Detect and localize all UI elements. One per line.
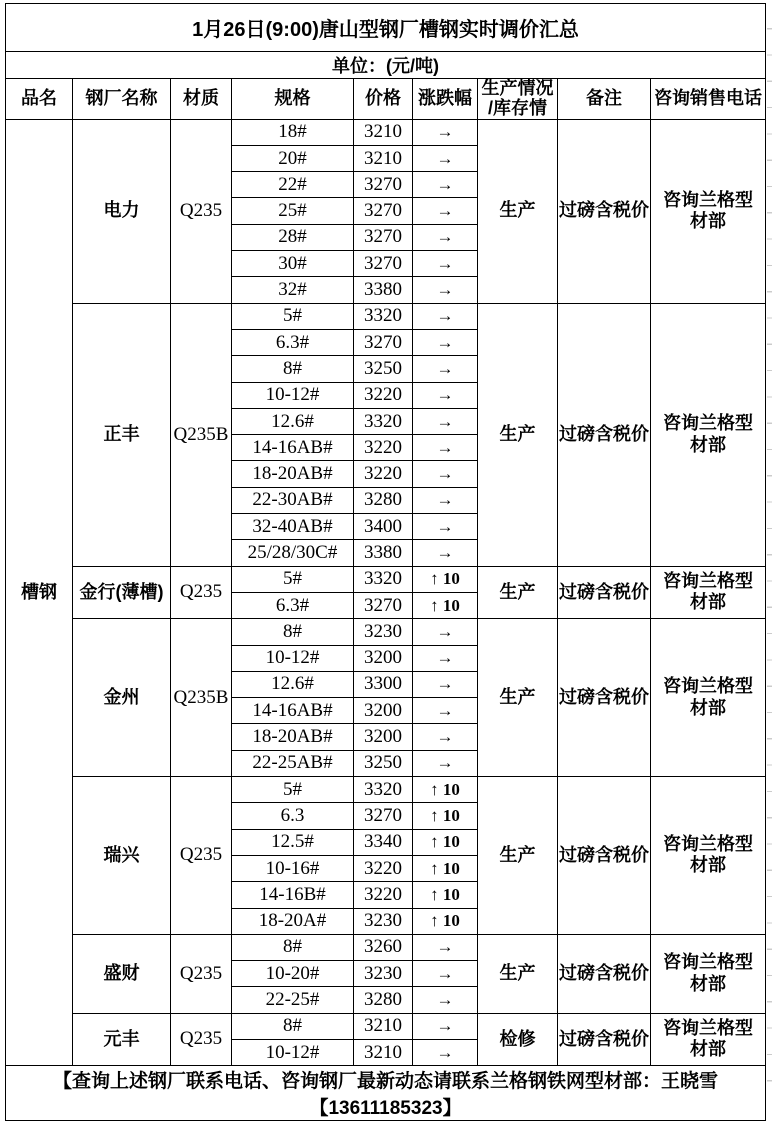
flat-arrow-cell: →	[413, 514, 478, 540]
price-cell: 3320	[354, 408, 413, 434]
sales-phone-cell: 咨询兰格型材部	[651, 1013, 766, 1066]
price-cell: 3200	[354, 698, 413, 724]
flat-arrow-cell: →	[413, 277, 478, 303]
column-header-4: 规格	[232, 79, 354, 120]
price-cell: 3300	[354, 671, 413, 697]
factory-name-cell: 正丰	[73, 303, 171, 566]
production-status-cell: 生产	[478, 777, 558, 935]
factory-name-cell: 金州	[73, 619, 171, 777]
factory-name-cell: 盛财	[73, 934, 171, 1013]
flat-arrow-cell: →	[413, 408, 478, 434]
flat-arrow-cell: →	[413, 619, 478, 645]
flat-arrow-cell: →	[413, 382, 478, 408]
spec-cell: 14-16B#	[232, 882, 354, 908]
material-cell: Q235	[171, 1013, 232, 1066]
price-cell: 3340	[354, 829, 413, 855]
price-cell: 3220	[354, 382, 413, 408]
contact-footer: 【查询上述钢厂联系电话、咨询钢厂最新动态请联系兰格钢铁网型材部：王晓雪【13611185323】	[6, 1066, 766, 1121]
price-cell: 3380	[354, 540, 413, 566]
price-cell: 3220	[354, 855, 413, 881]
flat-arrow-cell: →	[413, 645, 478, 671]
page-title: 1月26日(9:00)唐山型钢厂槽钢实时调价汇总	[6, 4, 766, 52]
spec-cell: 14-16AB#	[232, 698, 354, 724]
price-cell: 3260	[354, 934, 413, 960]
spec-cell: 18#	[232, 119, 354, 145]
title-row	[6, 4, 766, 52]
spec-cell: 20#	[232, 145, 354, 171]
spec-cell: 22-30AB#	[232, 487, 354, 513]
table-row	[6, 303, 766, 329]
table-row	[6, 619, 766, 645]
column-header-2: 钢厂名称	[73, 79, 171, 120]
column-header-6: 涨跌幅	[413, 79, 478, 120]
column-header-1: 品名	[6, 79, 73, 120]
material-cell: Q235B	[171, 303, 232, 566]
column-header-7: 生产情况 /库存情	[478, 79, 558, 120]
flat-arrow-cell: →	[413, 540, 478, 566]
sales-phone-cell: 咨询兰格型材部	[651, 303, 766, 566]
spec-cell: 6.3#	[232, 329, 354, 355]
spec-cell: 8#	[232, 619, 354, 645]
spec-cell: 22#	[232, 172, 354, 198]
spec-cell: 10-12#	[232, 1039, 354, 1065]
spec-cell: 14-16AB#	[232, 435, 354, 461]
material-cell: Q235	[171, 777, 232, 935]
note-cell: 过磅含税价	[558, 303, 651, 566]
spec-cell: 8#	[232, 934, 354, 960]
spec-cell: 32#	[232, 277, 354, 303]
factory-name-cell: 电力	[73, 119, 171, 303]
price-cell: 3270	[354, 224, 413, 250]
table-row	[6, 566, 766, 592]
material-cell: Q235	[171, 934, 232, 1013]
spec-cell: 18-20AB#	[232, 461, 354, 487]
price-cell: 3320	[354, 777, 413, 803]
spec-cell: 8#	[232, 1013, 354, 1039]
up-arrow-cell: ↑ 10	[413, 882, 478, 908]
flat-arrow-cell: →	[413, 1013, 478, 1039]
spec-cell: 12.6#	[232, 671, 354, 697]
price-cell: 3270	[354, 592, 413, 618]
production-status-cell: 生产	[478, 619, 558, 777]
spec-cell: 28#	[232, 224, 354, 250]
up-arrow-cell: ↑ 10	[413, 592, 478, 618]
production-status-cell: 生产	[478, 303, 558, 566]
unit-row	[6, 52, 766, 79]
flat-arrow-cell: →	[413, 119, 478, 145]
price-table	[5, 3, 766, 1121]
production-status-cell: 生产	[478, 934, 558, 1013]
price-cell: 3270	[354, 251, 413, 277]
spec-cell: 6.3#	[232, 592, 354, 618]
production-status-cell: 生产	[478, 119, 558, 303]
column-header-row	[6, 79, 766, 120]
unit-label: 单位：(元/吨)	[6, 52, 766, 79]
flat-arrow-cell: →	[413, 461, 478, 487]
material-cell: Q235B	[171, 619, 232, 777]
price-cell: 3380	[354, 277, 413, 303]
table-row	[6, 777, 766, 803]
spec-cell: 5#	[232, 303, 354, 329]
factory-name-cell: 元丰	[73, 1013, 171, 1066]
spec-cell: 22-25AB#	[232, 750, 354, 776]
price-cell: 3200	[354, 645, 413, 671]
spec-cell: 5#	[232, 566, 354, 592]
material-cell: Q235	[171, 119, 232, 303]
up-arrow-cell: ↑ 10	[413, 803, 478, 829]
table-row	[6, 1013, 766, 1039]
flat-arrow-cell: →	[413, 224, 478, 250]
spec-cell: 25/28/30C#	[232, 540, 354, 566]
note-cell: 过磅含税价	[558, 566, 651, 619]
spec-cell: 12.6#	[232, 408, 354, 434]
flat-arrow-cell: →	[413, 145, 478, 171]
spec-cell: 18-20AB#	[232, 724, 354, 750]
spreadsheet-gridlines	[767, 3, 772, 1095]
flat-arrow-cell: →	[413, 303, 478, 329]
note-cell: 过磅含税价	[558, 119, 651, 303]
price-cell: 3280	[354, 987, 413, 1013]
price-cell: 3320	[354, 566, 413, 592]
spec-cell: 22-25#	[232, 987, 354, 1013]
price-cell: 3200	[354, 724, 413, 750]
price-cell: 3210	[354, 145, 413, 171]
spec-cell: 18-20A#	[232, 908, 354, 934]
column-header-3: 材质	[171, 79, 232, 120]
flat-arrow-cell: →	[413, 1039, 478, 1065]
flat-arrow-cell: →	[413, 487, 478, 513]
table-row	[6, 934, 766, 960]
flat-arrow-cell: →	[413, 750, 478, 776]
sales-phone-cell: 咨询兰格型材部	[651, 934, 766, 1013]
up-arrow-cell: ↑ 10	[413, 908, 478, 934]
price-cell: 3230	[354, 619, 413, 645]
spec-cell: 5#	[232, 777, 354, 803]
spec-cell: 32-40AB#	[232, 514, 354, 540]
note-cell: 过磅含税价	[558, 777, 651, 935]
price-cell: 3210	[354, 119, 413, 145]
up-arrow-cell: ↑ 10	[413, 855, 478, 881]
flat-arrow-cell: →	[413, 987, 478, 1013]
note-cell: 过磅含税价	[558, 619, 651, 777]
price-cell: 3220	[354, 461, 413, 487]
price-cell: 3220	[354, 882, 413, 908]
table-row	[6, 119, 766, 145]
production-status-cell: 生产	[478, 566, 558, 619]
sales-phone-cell: 咨询兰格型材部	[651, 566, 766, 619]
price-cell: 3210	[354, 1039, 413, 1065]
factory-name-cell: 瑞兴	[73, 777, 171, 935]
price-cell: 3230	[354, 908, 413, 934]
price-cell: 3320	[354, 303, 413, 329]
production-status-cell: 检修	[478, 1013, 558, 1066]
flat-arrow-cell: →	[413, 724, 478, 750]
spec-cell: 8#	[232, 356, 354, 382]
up-arrow-cell: ↑ 10	[413, 777, 478, 803]
flat-arrow-cell: →	[413, 435, 478, 461]
price-cell: 3250	[354, 356, 413, 382]
product-name-cell: 槽钢	[6, 119, 73, 1066]
price-cell: 3400	[354, 514, 413, 540]
price-cell: 3210	[354, 1013, 413, 1039]
footer-row	[6, 1066, 766, 1121]
up-arrow-cell: ↑ 10	[413, 566, 478, 592]
spec-cell: 25#	[232, 198, 354, 224]
flat-arrow-cell: →	[413, 698, 478, 724]
price-cell: 3250	[354, 750, 413, 776]
price-cell: 3280	[354, 487, 413, 513]
price-cell: 3270	[354, 198, 413, 224]
flat-arrow-cell: →	[413, 251, 478, 277]
price-cell: 3270	[354, 172, 413, 198]
spec-cell: 10-20#	[232, 961, 354, 987]
flat-arrow-cell: →	[413, 329, 478, 355]
price-cell: 3230	[354, 961, 413, 987]
up-arrow-cell: ↑ 10	[413, 829, 478, 855]
factory-name-cell: 金行(薄槽)	[73, 566, 171, 619]
spec-cell: 10-16#	[232, 855, 354, 881]
flat-arrow-cell: →	[413, 961, 478, 987]
note-cell: 过磅含税价	[558, 934, 651, 1013]
price-sheet	[5, 3, 766, 1121]
spec-cell: 10-12#	[232, 645, 354, 671]
spec-cell: 6.3	[232, 803, 354, 829]
flat-arrow-cell: →	[413, 356, 478, 382]
sales-phone-cell: 咨询兰格型材部	[651, 119, 766, 303]
sales-phone-cell: 咨询兰格型材部	[651, 619, 766, 777]
price-cell: 3220	[354, 435, 413, 461]
table-body	[6, 119, 766, 1066]
column-header-8: 备注	[558, 79, 651, 120]
note-cell: 过磅含税价	[558, 1013, 651, 1066]
price-cell: 3270	[354, 329, 413, 355]
spec-cell: 12.5#	[232, 829, 354, 855]
price-cell: 3270	[354, 803, 413, 829]
flat-arrow-cell: →	[413, 671, 478, 697]
column-header-9: 咨询销售电话	[651, 79, 766, 120]
spec-cell: 10-12#	[232, 382, 354, 408]
material-cell: Q235	[171, 566, 232, 619]
flat-arrow-cell: →	[413, 934, 478, 960]
flat-arrow-cell: →	[413, 198, 478, 224]
flat-arrow-cell: →	[413, 172, 478, 198]
column-header-5: 价格	[354, 79, 413, 120]
spec-cell: 30#	[232, 251, 354, 277]
sales-phone-cell: 咨询兰格型材部	[651, 777, 766, 935]
